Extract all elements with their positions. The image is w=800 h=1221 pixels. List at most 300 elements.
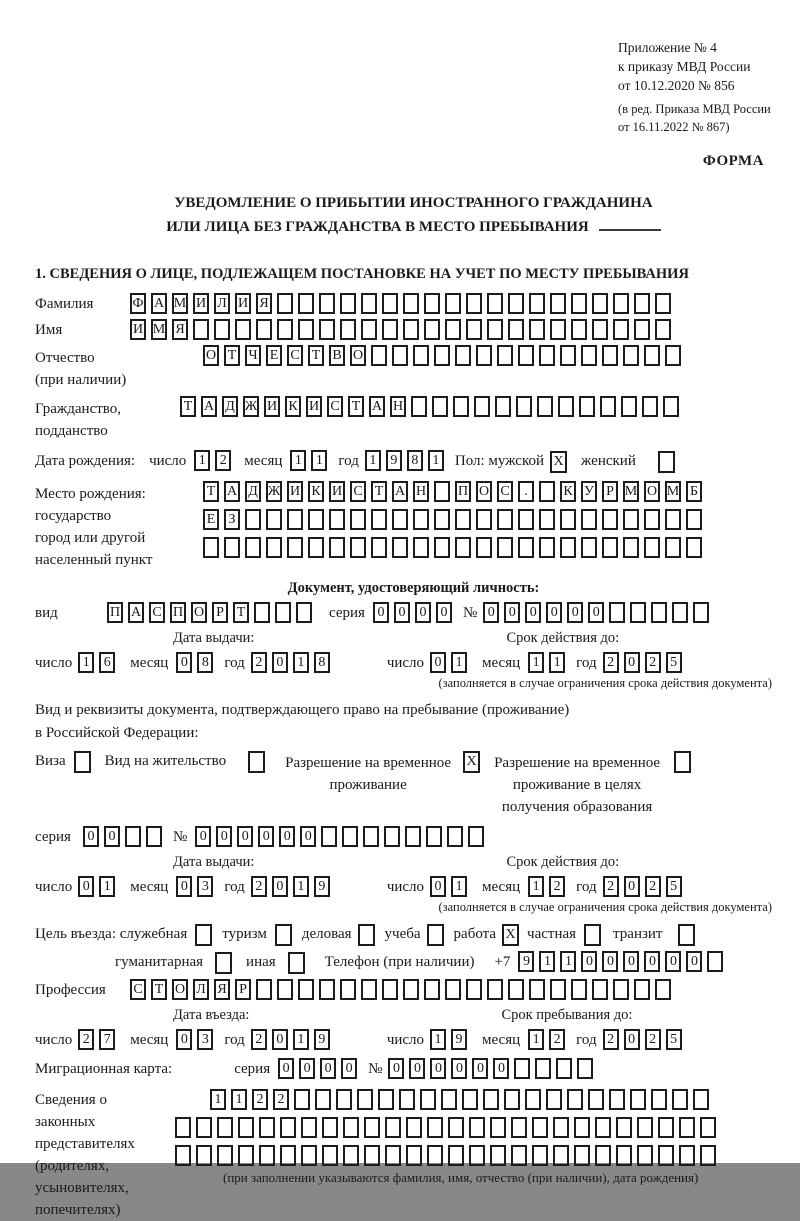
char-cell[interactable] xyxy=(413,537,429,558)
char-cell[interactable]: М xyxy=(172,293,188,314)
char-cell[interactable]: П xyxy=(170,602,186,623)
char-cell[interactable] xyxy=(363,826,379,847)
char-cell[interactable]: 0 xyxy=(373,602,389,623)
char-cell[interactable]: 0 xyxy=(624,652,640,673)
char-cell[interactable]: Р xyxy=(212,602,228,623)
char-cell[interactable] xyxy=(672,1089,688,1110)
other-checkbox[interactable] xyxy=(288,952,305,974)
char-cell[interactable]: 0 xyxy=(686,951,702,972)
char-cell[interactable] xyxy=(490,1117,506,1138)
char-cell[interactable] xyxy=(476,537,492,558)
char-cell[interactable] xyxy=(420,1089,436,1110)
char-cell[interactable] xyxy=(235,319,251,340)
char-cell[interactable] xyxy=(455,537,471,558)
char-cell[interactable]: 3 xyxy=(197,876,213,897)
char-cell[interactable] xyxy=(455,345,471,366)
char-cell[interactable]: 2 xyxy=(645,1029,661,1050)
char-cell[interactable]: Л xyxy=(193,979,209,1000)
char-cell[interactable]: В xyxy=(329,345,345,366)
char-cell[interactable]: 0 xyxy=(216,826,232,847)
char-cell[interactable] xyxy=(175,1145,191,1166)
char-cell[interactable] xyxy=(403,319,419,340)
char-cell[interactable]: Р xyxy=(235,979,251,1000)
char-cell[interactable] xyxy=(700,1117,716,1138)
char-cell[interactable]: 2 xyxy=(273,1089,289,1110)
char-cell[interactable] xyxy=(342,826,358,847)
char-cell[interactable] xyxy=(301,1117,317,1138)
char-cell[interactable] xyxy=(403,293,419,314)
char-cell[interactable] xyxy=(602,537,618,558)
char-cell[interactable] xyxy=(361,979,377,1000)
char-cell[interactable] xyxy=(277,319,293,340)
business-checkbox[interactable] xyxy=(358,924,375,946)
char-cell[interactable] xyxy=(319,319,335,340)
char-cell[interactable] xyxy=(445,319,461,340)
char-cell[interactable]: 1 xyxy=(293,876,309,897)
char-cell[interactable]: 1 xyxy=(293,652,309,673)
char-cell[interactable]: О xyxy=(191,602,207,623)
char-cell[interactable]: 5 xyxy=(666,1029,682,1050)
char-cell[interactable] xyxy=(469,1117,485,1138)
char-cell[interactable] xyxy=(679,1117,695,1138)
char-cell[interactable]: И xyxy=(329,481,345,502)
char-cell[interactable]: 1 xyxy=(231,1089,247,1110)
char-cell[interactable] xyxy=(623,345,639,366)
char-cell[interactable]: 1 xyxy=(451,652,467,673)
char-cell[interactable]: 0 xyxy=(665,951,681,972)
char-cell[interactable]: 0 xyxy=(581,951,597,972)
char-cell[interactable]: 0 xyxy=(176,876,192,897)
char-cell[interactable] xyxy=(487,979,503,1000)
char-cell[interactable] xyxy=(553,1145,569,1166)
char-cell[interactable]: 1 xyxy=(311,450,327,471)
char-cell[interactable]: О xyxy=(172,979,188,1000)
char-cell[interactable]: 0 xyxy=(430,1058,446,1079)
char-cell[interactable] xyxy=(634,293,650,314)
char-cell[interactable] xyxy=(595,1145,611,1166)
char-cell[interactable] xyxy=(658,1117,674,1138)
char-cell[interactable] xyxy=(556,1058,572,1079)
char-cell[interactable] xyxy=(357,1089,373,1110)
char-cell[interactable] xyxy=(516,396,532,417)
char-cell[interactable] xyxy=(483,1089,499,1110)
char-cell[interactable] xyxy=(539,537,555,558)
char-cell[interactable] xyxy=(371,509,387,530)
char-cell[interactable] xyxy=(571,293,587,314)
char-cell[interactable] xyxy=(644,509,660,530)
char-cell[interactable] xyxy=(630,602,646,623)
char-cell[interactable]: 9 xyxy=(518,951,534,972)
char-cell[interactable] xyxy=(665,509,681,530)
char-cell[interactable]: 1 xyxy=(78,652,94,673)
char-cell[interactable] xyxy=(296,602,312,623)
char-cell[interactable]: 9 xyxy=(451,1029,467,1050)
char-cell[interactable]: 0 xyxy=(602,951,618,972)
char-cell[interactable] xyxy=(392,509,408,530)
char-cell[interactable] xyxy=(280,1145,296,1166)
char-cell[interactable]: З xyxy=(224,509,240,530)
char-cell[interactable]: 0 xyxy=(320,1058,336,1079)
official-checkbox[interactable] xyxy=(195,924,212,946)
char-cell[interactable]: О xyxy=(476,481,492,502)
char-cell[interactable] xyxy=(574,1117,590,1138)
char-cell[interactable]: Т xyxy=(233,602,249,623)
char-cell[interactable]: 1 xyxy=(194,450,210,471)
char-cell[interactable] xyxy=(175,1117,191,1138)
char-cell[interactable] xyxy=(553,1117,569,1138)
tourism-checkbox[interactable] xyxy=(275,924,292,946)
char-cell[interactable]: 0 xyxy=(278,1058,294,1079)
char-cell[interactable]: 0 xyxy=(624,876,640,897)
char-cell[interactable]: С xyxy=(350,481,366,502)
char-cell[interactable]: 0 xyxy=(483,602,499,623)
char-cell[interactable]: Б xyxy=(686,481,702,502)
char-cell[interactable]: 0 xyxy=(78,876,94,897)
char-cell[interactable]: Ч xyxy=(245,345,261,366)
char-cell[interactable]: К xyxy=(560,481,576,502)
char-cell[interactable]: 5 xyxy=(666,652,682,673)
char-cell[interactable]: 2 xyxy=(549,876,565,897)
char-cell[interactable] xyxy=(214,319,230,340)
char-cell[interactable]: 2 xyxy=(215,450,231,471)
char-cell[interactable]: И xyxy=(306,396,322,417)
char-cell[interactable]: 0 xyxy=(624,1029,640,1050)
char-cell[interactable] xyxy=(558,396,574,417)
char-cell[interactable] xyxy=(298,293,314,314)
work-checkbox[interactable]: X xyxy=(502,924,519,946)
char-cell[interactable] xyxy=(238,1145,254,1166)
char-cell[interactable] xyxy=(609,602,625,623)
char-cell[interactable] xyxy=(602,509,618,530)
char-cell[interactable]: 2 xyxy=(645,876,661,897)
char-cell[interactable]: П xyxy=(455,481,471,502)
char-cell[interactable] xyxy=(642,396,658,417)
char-cell[interactable]: 0 xyxy=(83,826,99,847)
char-cell[interactable] xyxy=(266,509,282,530)
char-cell[interactable]: 2 xyxy=(549,1029,565,1050)
study-checkbox[interactable] xyxy=(427,924,444,946)
char-cell[interactable] xyxy=(497,509,513,530)
transit-checkbox[interactable] xyxy=(678,924,695,946)
char-cell[interactable]: 0 xyxy=(409,1058,425,1079)
char-cell[interactable] xyxy=(340,979,356,1000)
char-cell[interactable] xyxy=(403,979,419,1000)
char-cell[interactable] xyxy=(518,537,534,558)
char-cell[interactable] xyxy=(511,1145,527,1166)
char-cell[interactable] xyxy=(385,1117,401,1138)
char-cell[interactable]: 0 xyxy=(430,652,446,673)
char-cell[interactable] xyxy=(382,293,398,314)
char-cell[interactable]: 1 xyxy=(428,450,444,471)
char-cell[interactable]: 0 xyxy=(272,652,288,673)
char-cell[interactable]: 0 xyxy=(272,876,288,897)
temp-residence-edu-checkbox[interactable] xyxy=(674,751,691,773)
char-cell[interactable] xyxy=(476,345,492,366)
char-cell[interactable] xyxy=(280,1117,296,1138)
char-cell[interactable] xyxy=(508,293,524,314)
char-cell[interactable]: 8 xyxy=(197,652,213,673)
char-cell[interactable] xyxy=(371,345,387,366)
char-cell[interactable] xyxy=(275,602,291,623)
char-cell[interactable] xyxy=(287,537,303,558)
char-cell[interactable] xyxy=(592,319,608,340)
char-cell[interactable]: 1 xyxy=(451,876,467,897)
char-cell[interactable]: 0 xyxy=(430,876,446,897)
char-cell[interactable]: О xyxy=(644,481,660,502)
char-cell[interactable]: Ж xyxy=(243,396,259,417)
char-cell[interactable] xyxy=(644,537,660,558)
char-cell[interactable]: 0 xyxy=(546,602,562,623)
char-cell[interactable] xyxy=(424,319,440,340)
char-cell[interactable] xyxy=(298,319,314,340)
char-cell[interactable] xyxy=(340,293,356,314)
char-cell[interactable] xyxy=(329,509,345,530)
char-cell[interactable]: С xyxy=(327,396,343,417)
char-cell[interactable] xyxy=(579,396,595,417)
char-cell[interactable]: 0 xyxy=(237,826,253,847)
char-cell[interactable] xyxy=(434,481,450,502)
char-cell[interactable] xyxy=(298,979,314,1000)
char-cell[interactable] xyxy=(574,1145,590,1166)
char-cell[interactable] xyxy=(445,979,461,1000)
char-cell[interactable] xyxy=(621,396,637,417)
char-cell[interactable]: 0 xyxy=(451,1058,467,1079)
char-cell[interactable] xyxy=(623,537,639,558)
char-cell[interactable]: М xyxy=(623,481,639,502)
char-cell[interactable]: Ж xyxy=(266,481,282,502)
char-cell[interactable] xyxy=(336,1089,352,1110)
char-cell[interactable]: 0 xyxy=(415,602,431,623)
char-cell[interactable] xyxy=(343,1117,359,1138)
char-cell[interactable] xyxy=(441,1089,457,1110)
char-cell[interactable] xyxy=(468,826,484,847)
char-cell[interactable]: 8 xyxy=(407,450,423,471)
char-cell[interactable]: И xyxy=(193,293,209,314)
char-cell[interactable] xyxy=(616,1117,632,1138)
char-cell[interactable] xyxy=(432,396,448,417)
char-cell[interactable]: 2 xyxy=(252,1089,268,1110)
char-cell[interactable] xyxy=(592,293,608,314)
char-cell[interactable]: 0 xyxy=(272,1029,288,1050)
char-cell[interactable]: Т xyxy=(308,345,324,366)
char-cell[interactable] xyxy=(537,396,553,417)
char-cell[interactable] xyxy=(637,1117,653,1138)
char-cell[interactable]: 1 xyxy=(560,951,576,972)
char-cell[interactable] xyxy=(427,1117,443,1138)
char-cell[interactable] xyxy=(600,396,616,417)
char-cell[interactable] xyxy=(434,509,450,530)
char-cell[interactable]: 9 xyxy=(314,876,330,897)
char-cell[interactable] xyxy=(613,979,629,1000)
char-cell[interactable] xyxy=(426,826,442,847)
char-cell[interactable] xyxy=(217,1145,233,1166)
char-cell[interactable] xyxy=(651,1089,667,1110)
char-cell[interactable] xyxy=(550,319,566,340)
char-cell[interactable] xyxy=(672,602,688,623)
char-cell[interactable] xyxy=(462,1089,478,1110)
char-cell[interactable] xyxy=(514,1058,530,1079)
char-cell[interactable]: 8 xyxy=(314,652,330,673)
char-cell[interactable]: Д xyxy=(245,481,261,502)
char-cell[interactable] xyxy=(378,1089,394,1110)
char-cell[interactable] xyxy=(445,293,461,314)
char-cell[interactable]: Т xyxy=(180,396,196,417)
char-cell[interactable]: 0 xyxy=(504,602,520,623)
char-cell[interactable] xyxy=(447,826,463,847)
char-cell[interactable] xyxy=(322,1145,338,1166)
char-cell[interactable]: И xyxy=(130,319,146,340)
char-cell[interactable] xyxy=(623,509,639,530)
char-cell[interactable]: 0 xyxy=(300,826,316,847)
char-cell[interactable]: 1 xyxy=(528,876,544,897)
char-cell[interactable]: Т xyxy=(224,345,240,366)
char-cell[interactable] xyxy=(602,345,618,366)
char-cell[interactable] xyxy=(571,319,587,340)
char-cell[interactable] xyxy=(658,1145,674,1166)
char-cell[interactable] xyxy=(259,1117,275,1138)
char-cell[interactable] xyxy=(448,1117,464,1138)
char-cell[interactable] xyxy=(693,602,709,623)
char-cell[interactable] xyxy=(266,537,282,558)
char-cell[interactable]: А xyxy=(128,602,144,623)
char-cell[interactable] xyxy=(196,1117,212,1138)
char-cell[interactable]: 1 xyxy=(290,450,306,471)
char-cell[interactable] xyxy=(581,537,597,558)
char-cell[interactable]: 1 xyxy=(539,951,555,972)
char-cell[interactable] xyxy=(350,537,366,558)
char-cell[interactable]: Д xyxy=(222,396,238,417)
visa-checkbox[interactable] xyxy=(74,751,91,773)
char-cell[interactable]: С xyxy=(497,481,513,502)
char-cell[interactable]: И xyxy=(235,293,251,314)
char-cell[interactable]: 0 xyxy=(279,826,295,847)
char-cell[interactable] xyxy=(550,979,566,1000)
humanitarian-checkbox[interactable] xyxy=(215,952,232,974)
char-cell[interactable]: У xyxy=(581,481,597,502)
char-cell[interactable]: 2 xyxy=(251,652,267,673)
char-cell[interactable] xyxy=(609,1089,625,1110)
char-cell[interactable]: 2 xyxy=(603,876,619,897)
char-cell[interactable]: 0 xyxy=(436,602,452,623)
char-cell[interactable] xyxy=(613,319,629,340)
char-cell[interactable]: 0 xyxy=(493,1058,509,1079)
char-cell[interactable]: 2 xyxy=(251,1029,267,1050)
char-cell[interactable] xyxy=(315,1089,331,1110)
char-cell[interactable] xyxy=(511,1117,527,1138)
male-checkbox[interactable]: X xyxy=(550,451,567,473)
char-cell[interactable] xyxy=(340,319,356,340)
char-cell[interactable] xyxy=(238,1117,254,1138)
char-cell[interactable]: Я xyxy=(172,319,188,340)
char-cell[interactable] xyxy=(392,345,408,366)
char-cell[interactable] xyxy=(529,293,545,314)
char-cell[interactable] xyxy=(655,319,671,340)
char-cell[interactable] xyxy=(495,396,511,417)
char-cell[interactable] xyxy=(535,1058,551,1079)
char-cell[interactable]: 2 xyxy=(645,652,661,673)
char-cell[interactable]: Л xyxy=(214,293,230,314)
char-cell[interactable] xyxy=(413,345,429,366)
char-cell[interactable] xyxy=(350,509,366,530)
char-cell[interactable]: М xyxy=(151,319,167,340)
char-cell[interactable] xyxy=(532,1117,548,1138)
char-cell[interactable]: 5 xyxy=(666,876,682,897)
char-cell[interactable] xyxy=(508,319,524,340)
char-cell[interactable] xyxy=(518,345,534,366)
char-cell[interactable] xyxy=(634,319,650,340)
char-cell[interactable] xyxy=(392,537,408,558)
char-cell[interactable] xyxy=(405,826,421,847)
char-cell[interactable]: 1 xyxy=(99,876,115,897)
char-cell[interactable] xyxy=(321,826,337,847)
char-cell[interactable] xyxy=(329,537,345,558)
char-cell[interactable] xyxy=(588,1089,604,1110)
char-cell[interactable]: Е xyxy=(266,345,282,366)
char-cell[interactable]: 0 xyxy=(176,652,192,673)
char-cell[interactable] xyxy=(382,979,398,1000)
char-cell[interactable]: 0 xyxy=(299,1058,315,1079)
char-cell[interactable]: 0 xyxy=(388,1058,404,1079)
char-cell[interactable]: О xyxy=(350,345,366,366)
char-cell[interactable]: А xyxy=(151,293,167,314)
char-cell[interactable] xyxy=(294,1089,310,1110)
char-cell[interactable] xyxy=(319,293,335,314)
char-cell[interactable]: К xyxy=(285,396,301,417)
female-checkbox[interactable] xyxy=(658,451,675,473)
char-cell[interactable]: Т xyxy=(203,481,219,502)
char-cell[interactable] xyxy=(529,979,545,1000)
char-cell[interactable]: А xyxy=(369,396,385,417)
char-cell[interactable]: Т xyxy=(371,481,387,502)
char-cell[interactable] xyxy=(497,537,513,558)
char-cell[interactable]: Ф xyxy=(130,293,146,314)
char-cell[interactable] xyxy=(277,979,293,1000)
char-cell[interactable]: Я xyxy=(256,293,272,314)
char-cell[interactable] xyxy=(146,826,162,847)
char-cell[interactable]: И xyxy=(287,481,303,502)
char-cell[interactable] xyxy=(644,345,660,366)
char-cell[interactable] xyxy=(455,509,471,530)
char-cell[interactable]: 2 xyxy=(251,876,267,897)
char-cell[interactable] xyxy=(361,319,377,340)
char-cell[interactable]: Т xyxy=(348,396,364,417)
char-cell[interactable] xyxy=(434,345,450,366)
char-cell[interactable] xyxy=(411,396,427,417)
char-cell[interactable] xyxy=(665,345,681,366)
char-cell[interactable]: С xyxy=(287,345,303,366)
char-cell[interactable] xyxy=(529,319,545,340)
char-cell[interactable]: 0 xyxy=(588,602,604,623)
char-cell[interactable]: Н xyxy=(413,481,429,502)
temp-residence-checkbox[interactable]: X xyxy=(463,751,480,773)
char-cell[interactable]: А xyxy=(392,481,408,502)
char-cell[interactable]: 1 xyxy=(365,450,381,471)
char-cell[interactable] xyxy=(679,1145,695,1166)
char-cell[interactable]: 9 xyxy=(314,1029,330,1050)
char-cell[interactable] xyxy=(424,293,440,314)
char-cell[interactable] xyxy=(382,319,398,340)
char-cell[interactable] xyxy=(196,1145,212,1166)
char-cell[interactable] xyxy=(448,1145,464,1166)
char-cell[interactable] xyxy=(571,979,587,1000)
char-cell[interactable] xyxy=(487,319,503,340)
char-cell[interactable]: К xyxy=(308,481,324,502)
char-cell[interactable]: 2 xyxy=(603,652,619,673)
char-cell[interactable] xyxy=(413,509,429,530)
char-cell[interactable] xyxy=(693,1089,709,1110)
char-cell[interactable] xyxy=(595,1117,611,1138)
char-cell[interactable]: 0 xyxy=(176,1029,192,1050)
